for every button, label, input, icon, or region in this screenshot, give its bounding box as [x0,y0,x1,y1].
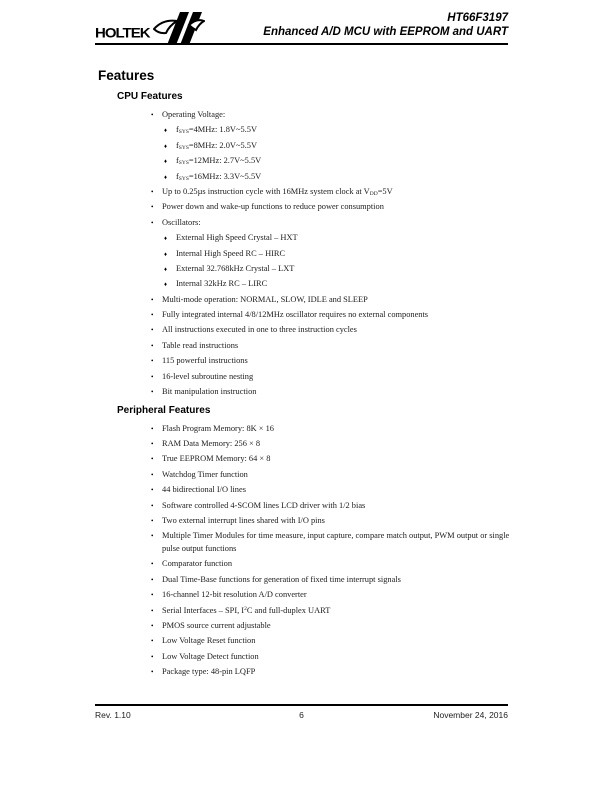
feature-item-text: Low Voltage Detect function [162,651,259,661]
feature-item-text: Multiple Timer Modules for time measure, input capture, compare match output, PWM output or single pulse output functions [162,531,510,553]
feature-item-text: 115 powerful instructions [162,356,248,366]
footer-date: November 24, 2016 [433,710,508,720]
header-rule [95,43,508,45]
feature-item-text: Table read instructions [162,340,239,350]
feature-item-text: PMOS source current adjustable [162,620,271,630]
feature-item-text: Fully integrated internal 4/8/12MHz oscillator requires no external components [162,310,429,320]
footer-rule [95,704,508,706]
feature-item [150,605,510,618]
bullet-icon: • [151,486,154,495]
feature-item [150,371,510,384]
page-header [95,9,508,45]
bullet-icon: • [151,218,154,227]
holtek-logo [95,9,205,45]
feature-item [150,324,510,337]
feature-item [150,635,510,648]
feature-item [150,386,510,399]
feature-item-text: Up to 0.25µs instruction cycle with 16MHz system clock at $V_{DD}=5V$ [162,186,393,197]
bullet-icon: • [151,516,154,525]
bullet-icon: • [151,575,154,584]
bullet-icon: • [151,652,154,661]
bullet-icon: • [151,440,154,449]
feature-item [150,340,510,353]
feature-item [150,574,510,587]
bullet-icon: • [151,388,154,397]
bullet-icon: • [151,560,154,569]
feature-item [150,453,510,466]
feature-subitem [163,248,510,261]
holtek-logo-text: HOLTEK [95,25,150,42]
features-sections [98,91,510,679]
feature-item-text: True EEPROM Memory: 64 × 8 [162,454,271,464]
feature-item [150,355,510,368]
feature-item-text: Software controlled 4-SCOM lines LCD driver with 1/2 bias [162,500,366,510]
bullet-icon: • [151,424,154,433]
diamond-bullet-icon: ♦ [164,143,168,150]
bullet-icon: • [151,606,154,615]
diamond-bullet-icon: ♦ [164,251,168,258]
feature-item [150,109,510,183]
feature-subitem [163,278,510,291]
feature-list [98,109,510,399]
feature-item-text: Operating Voltage: [162,110,226,119]
feature-item [150,469,510,482]
header-titles [263,12,508,39]
feature-subitem-text: $f_{SYS}=4MHz$: 1.8V~5.5V [176,125,257,136]
page-title: Features [98,68,155,83]
bullet-icon: • [151,372,154,381]
diamond-bullet-icon: ♦ [164,266,168,273]
feature-subitem [163,155,510,168]
feature-item-text: Package type: 48-pin LQFP [162,667,256,677]
feature-subitem-text: Internal 32kHz RC – LIRC [176,279,268,289]
feature-item [150,201,510,214]
bullet-icon: • [151,341,154,350]
feature-item [150,515,510,528]
section-heading: Peripheral Features [117,404,211,416]
footer-revision: Rev. 1.10 [95,710,131,720]
feature-item [150,309,510,322]
feature-subitem-text: Internal High Speed RC – HIRC [176,248,286,258]
feature-subitem-text: $f_{SYS}=16MHz$: 3.3V~5.5V [176,171,262,182]
bullet-icon: • [151,187,154,196]
feature-item-text: Multi-mode operation: NORMAL, SLOW, IDLE and SLEEP [162,294,368,304]
feature-item [150,217,510,291]
feature-item [150,484,510,497]
feature-item-text: Two external interrupt lines shared with I/O pins [162,515,325,525]
feature-subitem-text: $f_{SYS}=8MHz$: 2.0V~5.5V [176,140,257,151]
feature-item [150,500,510,513]
feature-item [150,620,510,633]
feature-subitem [163,124,510,137]
section-heading: CPU Features [117,91,183,102]
bullet-icon: • [151,532,154,541]
feature-subitem [163,232,510,245]
bullet-icon: • [151,591,154,600]
bullet-icon: • [151,326,154,335]
bullet-icon: • [151,203,154,212]
feature-item-text: Power down and wake-up functions to reduce power consumption [162,202,384,212]
feature-item-text: Serial Interfaces – SPI, $I^2C$ and full-duplex UART [162,605,331,615]
feature-item [150,530,510,555]
feature-subitem-text: $f_{SYS}=12MHz$: 2.7V~5.5V [176,156,262,167]
holtek-wings-icon [153,7,205,47]
feature-subitem-text: External High Speed Crystal – HXT [176,233,298,243]
feature-item-text: RAM Data Memory: 256 × 8 [162,439,261,449]
bullet-icon: • [151,357,154,366]
feature-item-text: All instructions executed in one to three instruction cycles [162,325,357,335]
footer-page-number: 6 [299,710,304,720]
diamond-bullet-icon: ♦ [164,236,168,243]
feature-item-text: Watchdog Timer function [162,469,248,479]
bullet-icon: • [151,111,154,119]
feature-sublist [163,124,510,183]
feature-item [150,438,510,451]
bullet-icon: • [151,621,154,630]
feature-item-text: Dual Time-Base functions for generation of fixed time interrupt signals [162,574,401,584]
feature-subitem [163,140,510,153]
bullet-icon: • [151,470,154,479]
feature-item-text: 16-level subroutine nesting [162,371,254,381]
feature-item-text: Oscillators: [162,217,201,227]
page-content [98,58,510,681]
feature-item [150,666,510,679]
bullet-icon: • [151,501,154,510]
bullet-icon: • [151,295,154,304]
feature-item [150,651,510,664]
bullet-icon: • [151,668,154,677]
bullet-icon: • [151,311,154,320]
feature-item [150,423,510,436]
feature-item-text: Flash Program Memory: 8K × 16 [162,423,274,433]
feature-item-text: Low Voltage Reset function [162,636,256,646]
feature-item-text: 16-channel 12-bit resolution A/D converter [162,590,307,600]
feature-subitem-text: External 32.768kHz Crystal – LXT [176,263,295,273]
feature-item-text: 44 bidirectional I/O lines [162,485,246,495]
diamond-bullet-icon: ♦ [164,282,168,289]
feature-item [150,294,510,307]
feature-item-text: Comparator function [162,559,233,569]
diamond-bullet-icon: ♦ [164,174,168,181]
feature-item [150,589,510,602]
feature-sublist [163,232,510,291]
feature-item [150,558,510,571]
feature-subitem [163,263,510,276]
diamond-bullet-icon: ♦ [164,159,168,166]
diamond-bullet-icon: ♦ [164,128,168,135]
bullet-icon: • [151,455,154,464]
feature-list [98,423,510,679]
feature-section [98,91,510,399]
feature-item-text: Bit manipulation instruction [162,387,257,397]
bullet-icon: • [151,637,154,646]
doc-subtitle: Enhanced A/D MCU with EEPROM and UART [263,25,508,38]
feature-subitem [163,171,510,184]
feature-item [150,186,510,199]
part-number: HT66F3197 [447,12,508,24]
feature-section [98,405,510,679]
